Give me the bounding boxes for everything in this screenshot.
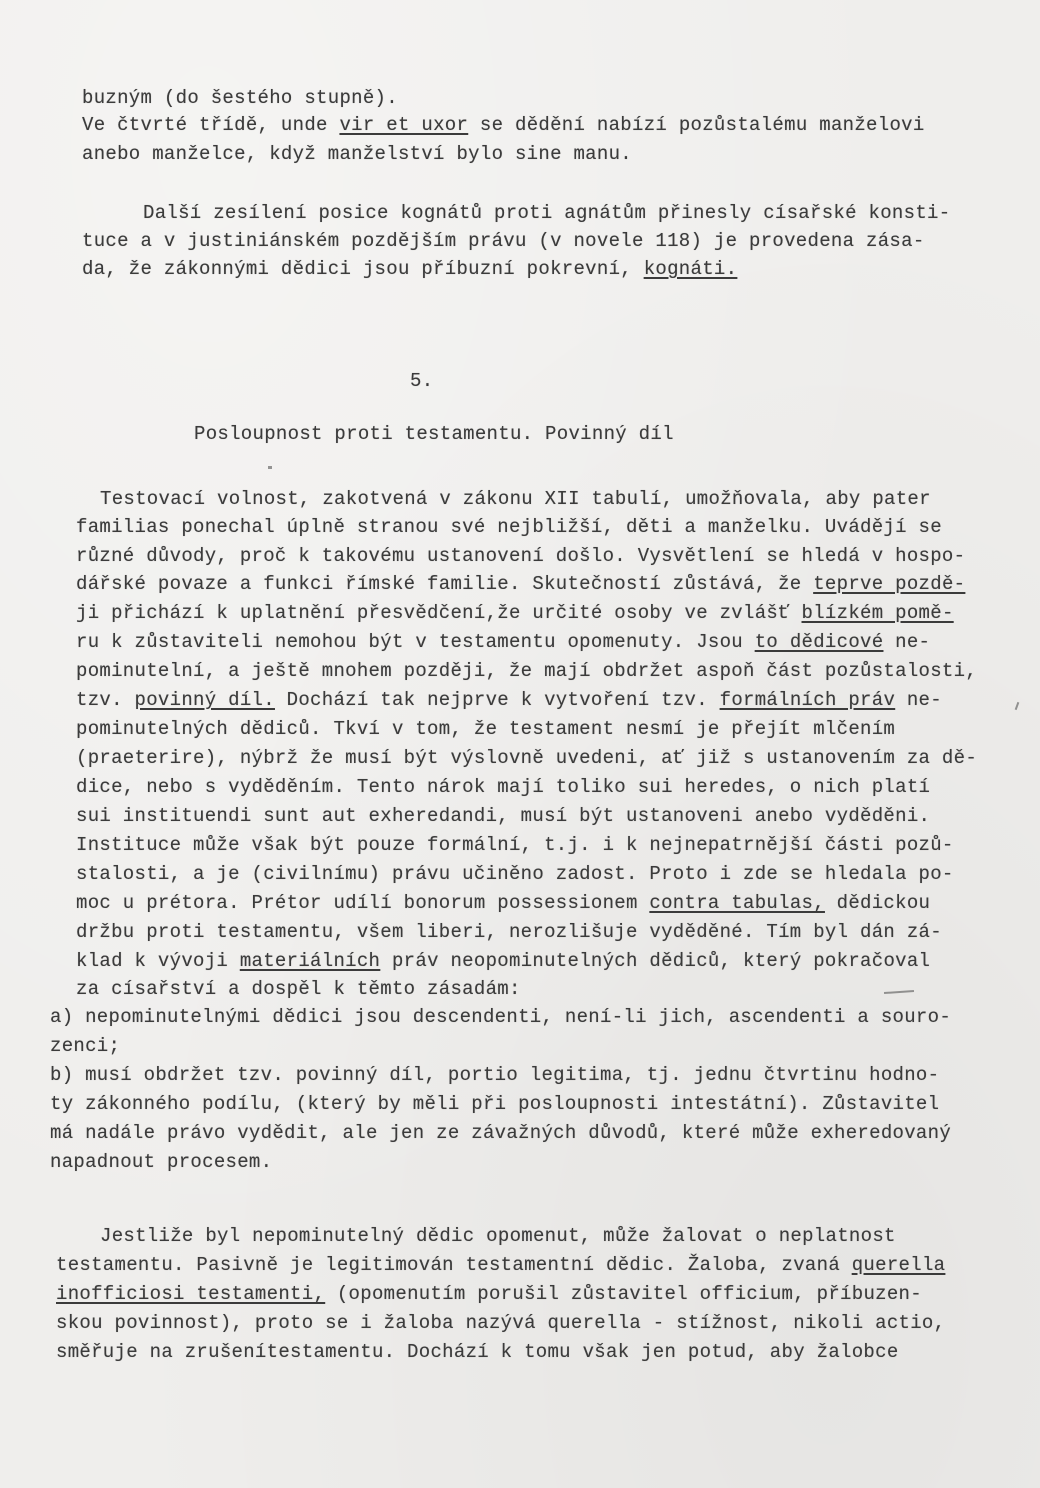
text-line: ji přichází k uplatnění přesvědčení,že určité osoby ve zvlášť blízkém pomě-: [76, 602, 954, 624]
text-line: klad k vývoji materiálních práv neopominutelných dědiců, který pokračoval: [76, 950, 931, 972]
text-line: pominutelní, a ještě mnohem později, že mají obdržet aspoň část pozůstalosti,: [76, 660, 978, 682]
text-line: směřuje na zrušenítestamentu. Dochází k tomu však jen potud, aby žalobce: [56, 1341, 899, 1363]
text-line: (praeterire), nýbrž že musí být výslovně uvedeni, ať již s ustanovením za dě-: [76, 747, 978, 769]
text-line: dice, nebo s vyděděním. Tento nárok mají toliko sui heredes, o nich platí: [76, 776, 931, 798]
text-line: různé důvody, proč k takovému ustanovení došlo. Vysvětlení se hledá v hospo-: [76, 545, 966, 567]
text-line: držbu proti testamentu, všem liberi, nerozlišuje vyděděné. Tím byl dán zá-: [76, 921, 942, 943]
list-item-a: a) nepominutelnými dědici jsou descendenti, není-li jich, ascendenti a souro-: [50, 1006, 952, 1028]
text-line: skou povinnost), proto se i žaloba nazývá querella - stížnost, nikoli actio,: [56, 1312, 946, 1334]
text-line: ru k zůstaviteli nemohou být v testamentu opomenuty. Jsou to dědicové ne-: [76, 631, 931, 653]
section-title: Posloupnost proti testamentu. Povinný díl: [194, 423, 674, 445]
text-line: má nadále právo vydědit, ale jen ze závažných důvodů, které může exheredovaný: [50, 1122, 952, 1144]
underlined-term: teprve pozdě-: [813, 573, 966, 595]
text-line: ty zákonného podílu, (který by měli při posloupnosti intestátní). Zůstavitel: [50, 1093, 940, 1115]
underlined-term: inofficiosi testamenti,: [56, 1283, 326, 1305]
text-line: zenci;: [50, 1035, 121, 1057]
text-line: testamentu. Pasivně je legitimován testamentní dědic. Žaloba, zvaná querella: [56, 1254, 946, 1276]
text-line: buzným (do šestého stupně).: [82, 87, 398, 109]
underlined-term: kognáti.: [643, 258, 738, 280]
text-line: Jestliže byl nepominutelný dědic opomenut, může žalovat o neplatnost: [100, 1225, 896, 1247]
text-line: Další zesílení posice kognátů proti agnátům přinesly císařské konsti-: [143, 202, 951, 224]
text-line: Ve čtvrté třídě, unde vir et uxor se dědění nabízí pozůstalému manželovi: [82, 114, 925, 136]
pen-mark: [268, 466, 272, 469]
text-line: anebo manželce, když manželství bylo sine manu.: [82, 143, 632, 165]
text-line: Instituce může však být pouze formální, t.j. i k nejnepatrnější části pozů-: [76, 834, 954, 856]
underlined-term: querella: [851, 1254, 946, 1276]
underlined-term: formálních práv: [719, 689, 896, 711]
list-item-b: b) musí obdržet tzv. povinný díl, portio legitima, tj. jednu čtvrtinu hodno-: [50, 1064, 940, 1086]
underlined-term: materiálních: [239, 950, 381, 972]
pen-mark: [884, 990, 914, 994]
text-line: da, že zákonnými dědici jsou příbuzní pokrevní, kognáti.: [82, 258, 738, 280]
underlined-term: povinný díl.: [134, 689, 275, 711]
text-line: stalosti, a je (civilnímu) právu učiněno zadost. Proto i zde se hledala po-: [76, 863, 954, 885]
underlined-term: blízkém pomě-: [801, 602, 954, 624]
text-line: Testovací volnost, zakotvená v zákonu XII tabulí, umožňovala, aby pater: [100, 488, 931, 510]
text-line: moc u prétora. Prétor udílí bonorum possessionem contra tabulas, dědickou: [76, 892, 931, 914]
underlined-term: vir et uxor: [339, 114, 469, 136]
underlined-term: contra tabulas,: [649, 892, 825, 914]
text-line: pominutelných dědiců. Tkví v tom, že testament nesmí je přejít mlčením: [76, 718, 896, 740]
underlined-term: to dědicové: [754, 631, 884, 653]
text-line: dářské povaze a funkci římské familie. Skutečností zůstává, že teprve pozdě-: [76, 573, 966, 595]
text-line: sui instituendi sunt aut exheredandi, musí být ustanoveni anebo vyděděni.: [76, 805, 931, 827]
section-number: 5.: [410, 370, 434, 392]
text-line: familias ponechal úplně stranou své nejbližší, děti a manželku. Uvádějí se: [76, 516, 942, 538]
text-line: napadnout procesem.: [50, 1151, 273, 1173]
pen-mark: [1015, 702, 1020, 710]
text-line: za císařství a dospěl k těmto zásadám:: [76, 978, 521, 1000]
text-line: tzv. povinný díl. Dochází tak nejprve k vytvoření tzv. formálních práv ne-: [76, 689, 942, 711]
text-line: inofficiosi testamenti, (opomenutím porušil zůstavitel officium, příbuzen-: [56, 1283, 922, 1305]
text-line: tuce a v justiniánském pozdějším právu (v novele 118) je provedena zása-: [82, 230, 925, 252]
